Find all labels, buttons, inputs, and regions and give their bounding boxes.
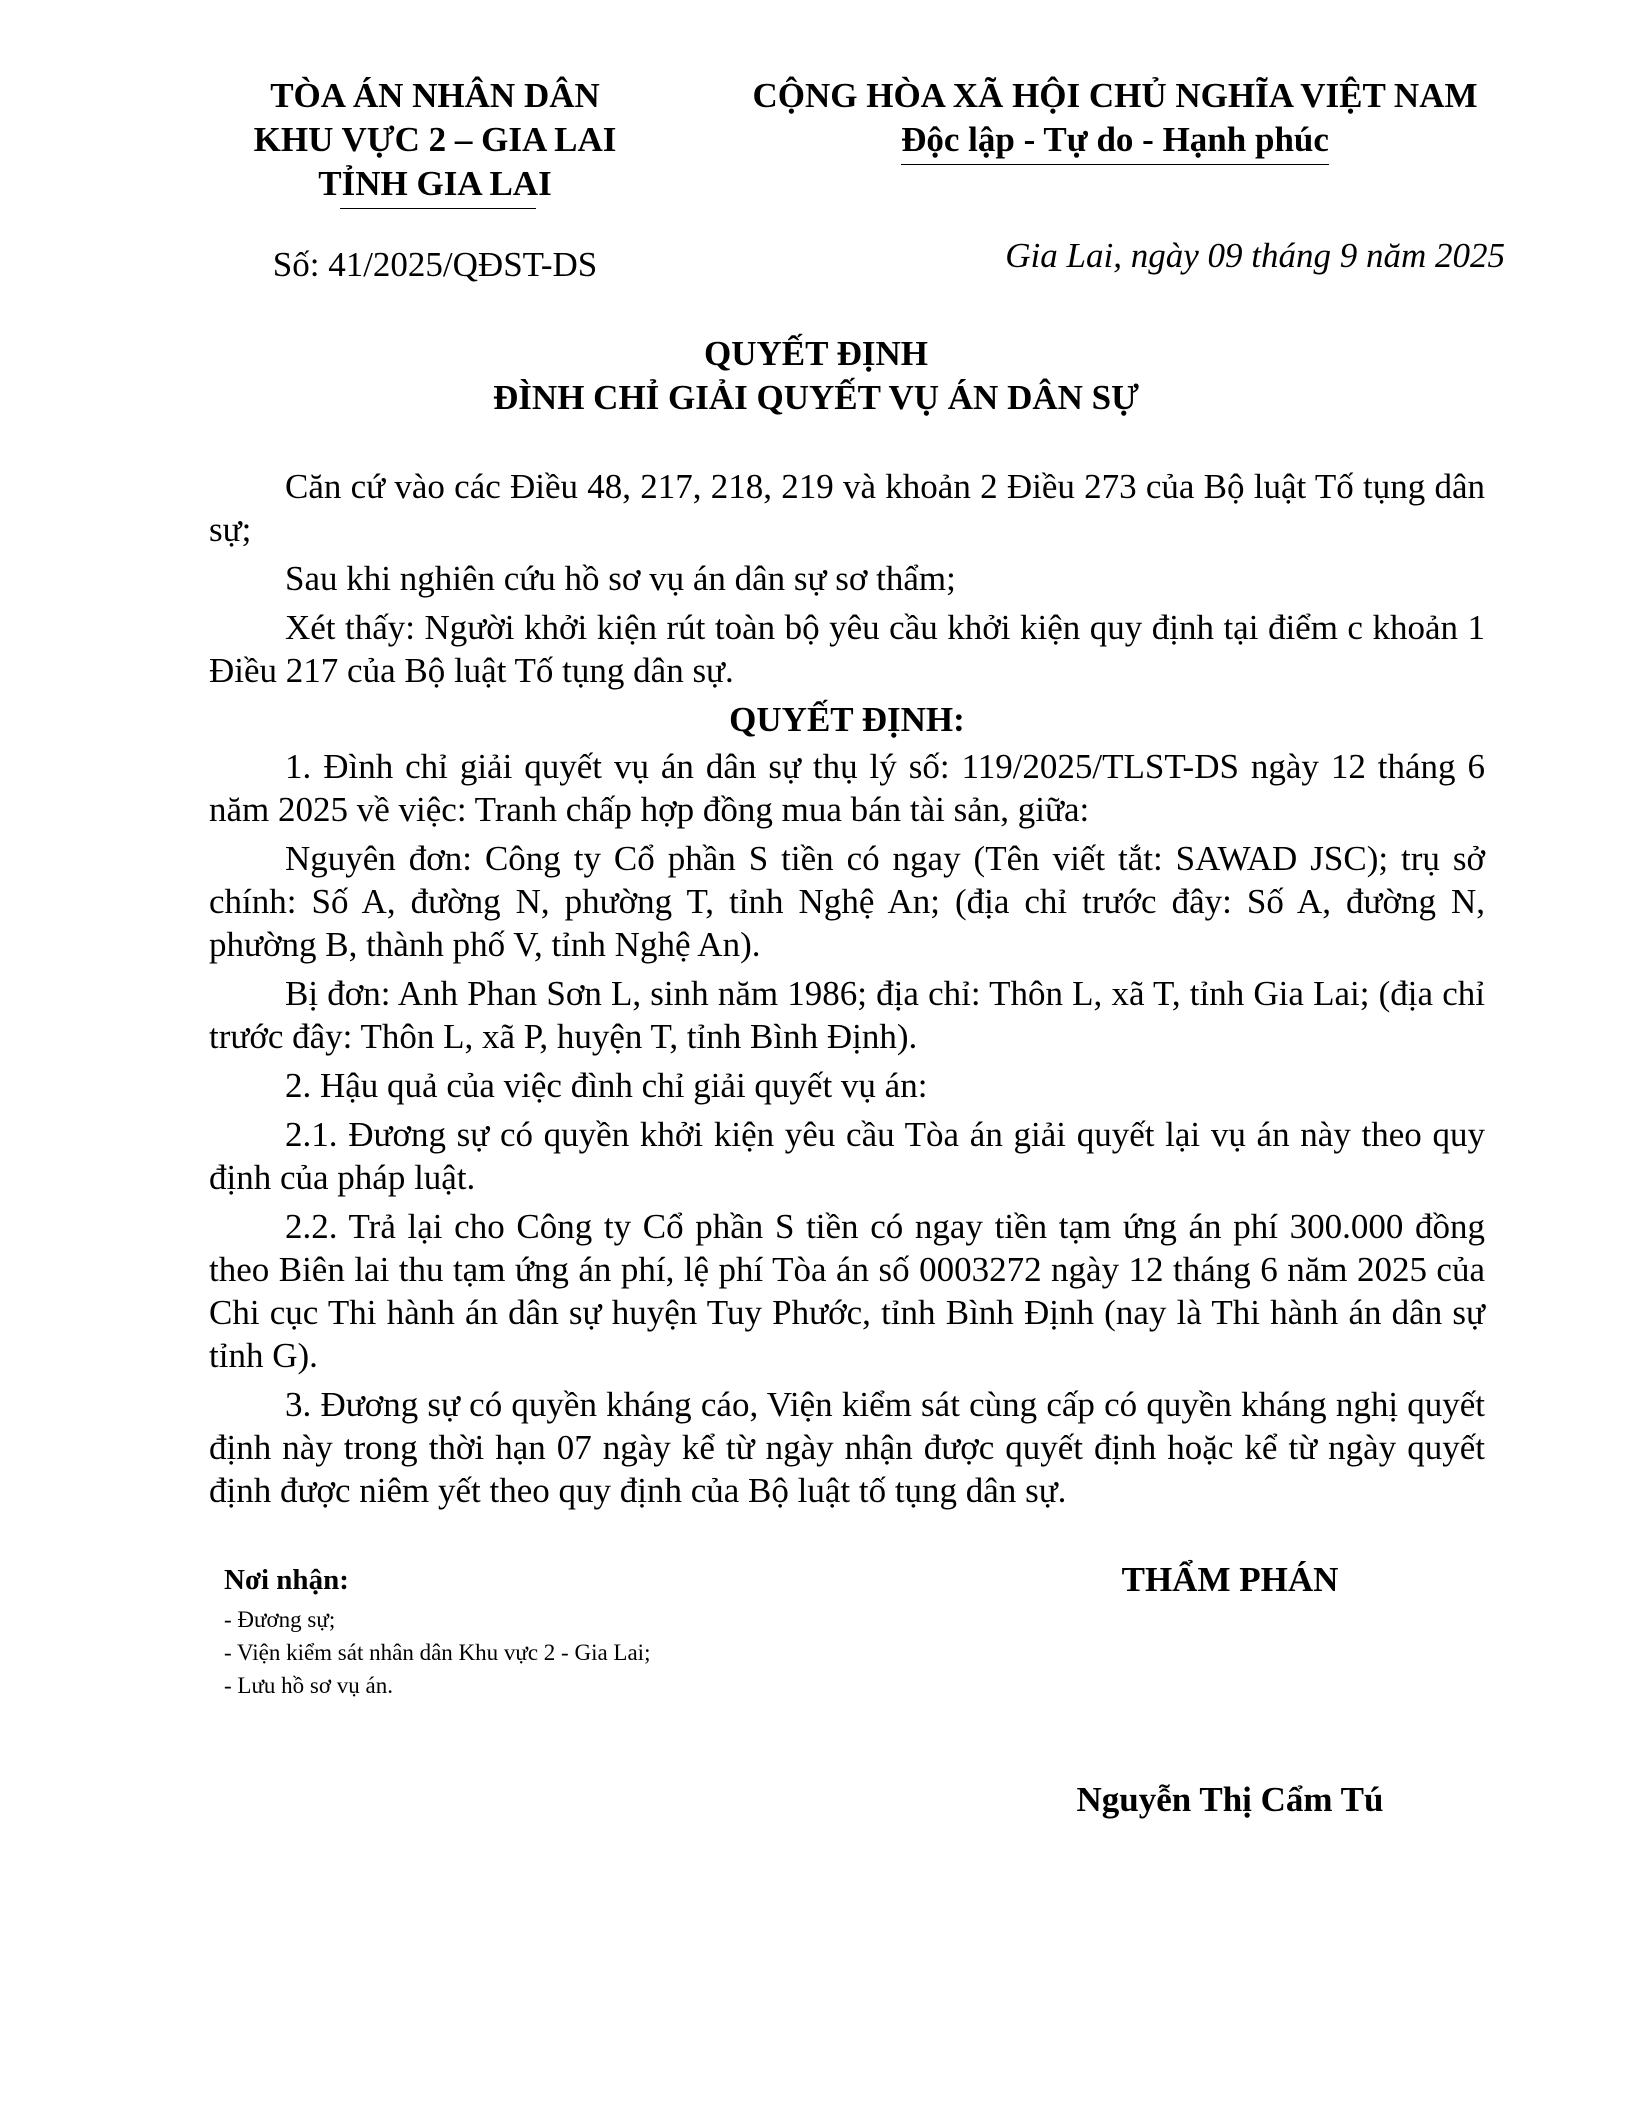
recipient-item: - Đương sự; bbox=[224, 1607, 336, 1632]
plaintiff-paragraph: Nguyên đơn: Công ty Cổ phần S tiền có ngay (Tên viết tắt: SAWAD JSC); trụ sở chính: Số A, đường N, phường T, tỉnh Nghệ An; (địa chỉ trước đây: Số A, đường N, phường B, thành phố V, tỉnh Nghệ An). bbox=[209, 839, 1485, 964]
decision-item-3: 3. Đương sự có quyền kháng cáo, Viện kiểm sát cùng cấp có quyền kháng nghị quyết định này trong thời hạn 07 ngày kể từ ngày nhận được quyết định hoặc kể từ ngày quyết định được niêm yết theo quy định của Bộ luật tố tụng dân sự. bbox=[209, 1385, 1485, 1510]
recipient-item: - Lưu hồ sơ vụ án. bbox=[224, 1673, 393, 1698]
decision-item-2: 2. Hậu quả của việc đình chỉ giải quyết vụ án: bbox=[285, 1066, 928, 1105]
title-line1: QUYẾT ĐỊNH bbox=[704, 334, 928, 373]
document-title bbox=[150, 332, 1482, 420]
recipients-title: Nơi nhận: bbox=[224, 1564, 349, 1596]
court-name-line2: KHU VỰC 2 – GIA LAI bbox=[253, 120, 617, 159]
recipient-item: - Viện kiểm sát nhân dân Khu vực 2 - Gia Lai; bbox=[224, 1640, 651, 1665]
document-number: Số: 41/2025/QĐST-DS bbox=[272, 245, 598, 284]
signer-name: Nguyễn Thị Cẩm Tú bbox=[1076, 1780, 1384, 1819]
finding-paragraph: Xét thấy: Người khởi kiện rút toàn bộ yêu cầu khởi kiện quy định tại điểm c khoản 1 Điều 217 của Bộ luật Tố tụng dân sự. bbox=[209, 608, 1485, 690]
recipients-block bbox=[224, 1564, 924, 1702]
court-underline bbox=[340, 208, 536, 209]
defendant-paragraph: Bị đơn: Anh Phan Sơn L, sinh năm 1986; địa chỉ: Thôn L, xã T, tỉnh Gia Lai; (địa chỉ trước đây: Thôn L, xã P, huyện T, tỉnh Bình Định). bbox=[209, 974, 1485, 1056]
title-line2: ĐÌNH CHỈ GIẢI QUYẾT VỤ ÁN DÂN SỰ bbox=[493, 378, 1139, 417]
court-name-line3: TỈNH GIA LAI bbox=[318, 164, 552, 203]
national-header bbox=[715, 74, 1515, 165]
document-body bbox=[209, 465, 1485, 1518]
decision-heading: QUYẾT ĐỊNH: bbox=[729, 700, 965, 739]
decision-item-2-2: 2.2. Trả lại cho Công ty Cổ phần S tiền có ngay tiền tạm ứng án phí 300.000 đồng theo Biên lai thu tạm ứng án phí, lệ phí Tòa án số 0003272 ngày 12 tháng 6 năm 2025 của Chi cục Thi hành án dân sự huyện Tuy Phước, tỉnh Bình Định (nay là Thi hành án dân sự tỉnh G). bbox=[209, 1207, 1485, 1375]
court-header bbox=[195, 74, 675, 206]
decision-item-2-1: 2.1. Đương sự có quyền khởi kiện yêu cầu Tòa án giải quyết lại vụ án này theo quy định của pháp luật. bbox=[209, 1115, 1485, 1197]
court-name-line1: TÒA ÁN NHÂN DÂN bbox=[270, 76, 600, 115]
national-motto: Độc lập - Tự do - Hạnh phúc bbox=[901, 118, 1329, 165]
signature-title: THẨM PHÁN bbox=[1121, 1560, 1339, 1599]
national-title: CỘNG HÒA XÃ HỘI CHỦ NGHĨA VIỆT NAM bbox=[752, 76, 1478, 115]
document-date: Gia Lai, ngày 09 tháng 9 năm 2025 bbox=[1005, 236, 1505, 275]
review-paragraph: Sau khi nghiên cứu hồ sơ vụ án dân sự sơ thẩm; bbox=[285, 559, 956, 598]
decision-item-1: 1. Đình chỉ giải quyết vụ án dân sự thụ lý số: 119/2025/TLST-DS ngày 12 tháng 6 năm 2025 về việc: Tranh chấp hợp đồng mua bán tài sản, giữa: bbox=[209, 747, 1485, 829]
legal-basis-paragraph: Căn cứ vào các Điều 48, 217, 218, 219 và khoản 2 Điều 273 của Bộ luật Tố tụng dân sự; bbox=[209, 467, 1485, 549]
